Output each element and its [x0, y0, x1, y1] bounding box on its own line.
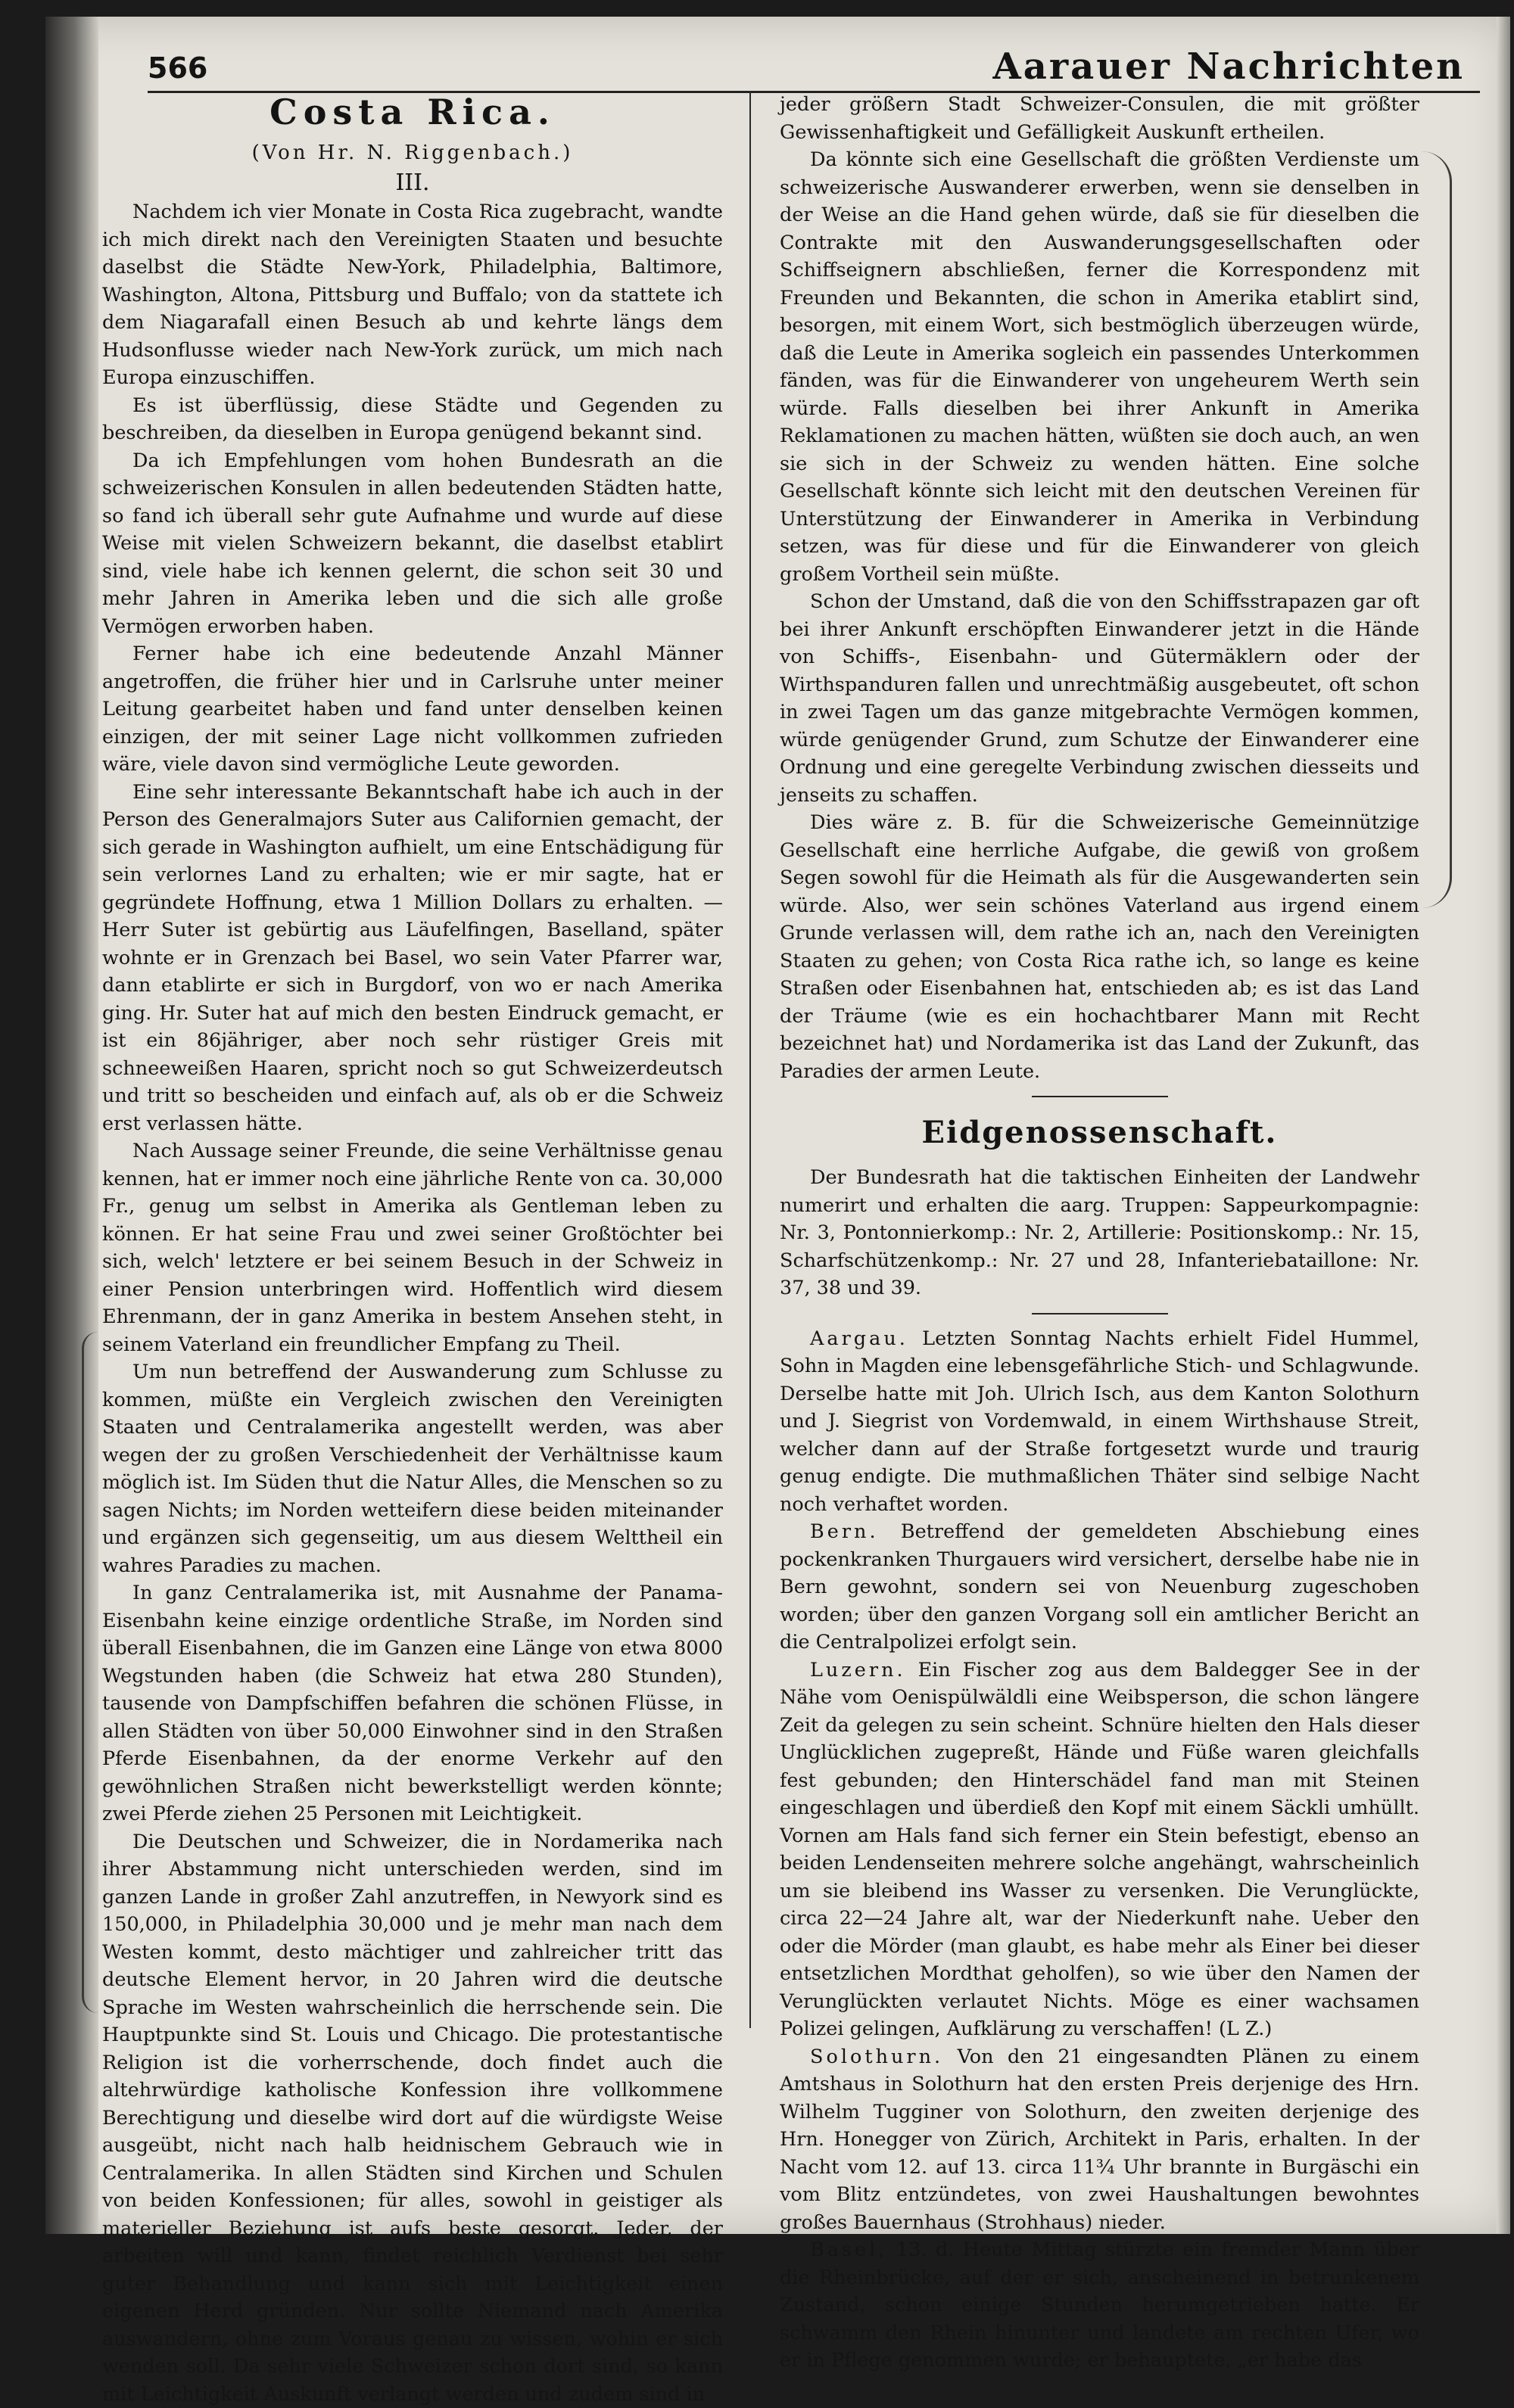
paragraph: Eine sehr interessante Bekanntschaft habe ich auch in der Person des Generalmajors Suter aus Californien gemacht, der sich gerade in Washington aufhielt, um eine Entschädigung für sein verlornes Land zu erhalten; wie er mir sagte, hat er gegründete Hoffnung, etwa 1 Million Dollars zu erhalten. — Herr Suter ist gebürtig aus Läufelfingen, Baselland, später wohnte er in Grenzach bei Basel, wo sein Vater Pfarrer war, dann etablirte er sich in Burgdorf, von wo er nach Amerika ging. Hr. Suter hat auf mich den besten Eindruck gemacht, er ist ein 86jähriger, aber noch sehr rüstiger Greis mit schneeweißen Haaren, spricht noch so gut Schweizerdeutsch und tritt so bescheiden und einfach auf, als ob er die Schweiz erst verlassen hätte.: [102, 779, 723, 1138]
paragraph: Ferner habe ich eine bedeutende Anzahl Männer angetroffen, die früher hier und in Carlsruhe unter meiner Leitung gearbeitet haben und fand unter denselben keinen einzigen, der mit seiner Lage nicht vollkommen zufrieden wäre, viele davon sind vermögliche Leute geworden.: [102, 640, 723, 779]
news-text: Letzten Sonntag Nachts erhielt Fidel Hummel, Sohn in Magden eine lebensgefährliche Stich- und Schlagwunde. Derselbe hatte mit Joh. Ulrich Isch, aus dem Kanton Solothurn und J. Siegrist von Vordemwald, in einem Wirthshause Streit, welcher dann auf der Straße fortgesetzt wurde und traurig genug endigte. Die muthmaßlichen Thäter sind selbige Nacht noch verhaftet worden.: [780, 1327, 1419, 1516]
paragraph: Es ist überflüssig, diese Städte und Gegenden zu beschreiben, da dieselben in Europa genügend bekannt sind.: [102, 392, 723, 447]
paragraph: Die Deutschen und Schweizer, die in Nordamerika nach ihrer Abstammung nicht unterschieden werden, sind im ganzen Lande in großer Zahl anzutreffen, in Newyork sind es 150,000, in Philadelphia 30,000 und je mehr man nach dem Westen kommt, desto mächtiger und zahlreicher tritt das deutsche Element hervor, in 20 Jahren wird die deutsche Sprache im Westen wahrscheinlich die herrschende sein. Die Hauptpunkte sind St. Louis und Chicago. Die protestantische Religion ist die vorherrschende, doch findet auch die altehrwürdige katholische Konfession ihre vollkommene Berechtigung und dieselbe wird dort auf die würdigste Weise ausgeübt, nicht nach halb heidnischem Gebrauch wie in Centralamerika. In allen Städten sind Kirchen und Schulen von beiden Konfessionen; für alles, sowohl in geistiger als materieller Beziehung ist aufs beste gesorgt. Jeder, der arbeiten will und kann, findet reichlich Verdienst bei sehr guter Behandlung und kann sich mit Leichtigkeit einen eigenen Herd gründen. Nur sollte Niemand nach Amerika auswandern, ohne zum Voraus genau zu wissen, wohin er sich wenden soll. Da sehr viele Schweizer schon dort sind, so kann mit Leichtigkeit Auskunft verlangt werden und zudem sind in: [102, 1828, 723, 2408]
news-text: Betreffend der gemeldeten Abschiebung eines pockenkranken Thurgauers wird versichert, derselbe habe nie in Bern gewohnt, sondern sei von Neuenburg zugeschoben worden; über den ganzen Vorgang soll ein amtlicher Bericht an die Centralpolizei erfolgt sein.: [780, 1520, 1419, 1654]
news-text: Von den 21 eingesandten Plänen zu einem Amtshaus in Solothurn hat den ersten Preis derjenige des Hrn. Wilhelm Tugginer von Solothurn, den zweiten derjenige des Hrn. Honegger von Zürich, Architekt in Paris, erhalten. In der Nacht vom 12. auf 13. circa 11¾ Uhr brannte in Burgäschi ein vom Blitz entzündetes, von zwei Haushaltungen bewohntes großes Bauernhaus (Strohhaus) nieder.: [780, 2046, 1419, 2234]
column-rule: [749, 91, 751, 2028]
article-part-number: III.: [102, 168, 723, 198]
page-number: 566: [148, 51, 207, 85]
canton-news-item: [780, 1518, 1419, 1657]
section-divider: [1032, 1096, 1168, 1097]
paragraph: Dies wäre z. B. für die Schweizerische Gemeinnützige Gesellschaft eine herrliche Aufgabe, die gewiß von großem Segen sowohl für die Heimath als für die Ausgewanderten sein würde. Also, wer sein schönes Vaterland aus irgend einem Grunde verlassen will, dem rathe ich an, nach den Vereinigten Staaten zu gehen; von Costa Rica rathe ich, so lange es keine Straßen oder Eisenbahnen hat, entschieden ab; es ist das Land der Träume (wie es ein hochachtbarer Mann mit Recht bezeichnet hat) und Nordamerika ist das Land der Zukunft, das Paradies der armen Leute.: [780, 809, 1419, 1085]
canton-name: Aargau.: [810, 1327, 908, 1350]
canton-news-item: [780, 2043, 1419, 2237]
canton-name: Bern.: [810, 1520, 879, 1543]
paragraph: Da könnte sich eine Gesellschaft die größten Verdienste um schweizerische Auswanderer erwerben, wenn sie denselben in der Weise an die Hand gehen würde, daß sie für dieselben die Contrakte mit den Auswanderungsgesellschaften oder Schiffseignern abschließen, ferner die Korrespondenz mit Freunden und Bekannten, die schon in Amerika etablirt sind, besorgen, mit einem Wort, sich bestmöglich überzeugen würde, daß die Leute in Amerika sogleich ein passendes Unterkommen fänden, was für die Einwanderer von ungeheurem Werth sein würde. Falls dieselben bei ihrer Ankunft in Amerika Reklamationen zu machen hätten, wüßten sie doch auch, an wen sie sich in der Schweiz zu wenden hätten. Eine solche Gesellschaft könnte sich leicht mit den deutschen Vereinen für Unterstützung der Einwanderer in Amerika in Verbindung setzen, was für diese und für die Einwanderer von gleich großem Vortheil sein müßte.: [780, 146, 1419, 588]
paragraph: Der Bundesrath hat die taktischen Einheiten der Landwehr numerirt und erhalten die aarg. Truppen: Sappeurkompagnie: Nr. 3, Pontonnierkomp.: Nr. 2, Artillerie: Positionskomp.: Nr. 15, Scharfschützenkomp.: Nr. 27 und 28, Infanteriebataillone: Nr. 37, 38 und 39.: [780, 1164, 1419, 1302]
book-binding-gutter: [45, 17, 98, 2234]
canton-news-item: [780, 1325, 1419, 1519]
news-text: Ein Fischer zog aus dem Baldegger See in der Nähe vom Oenispülwäldli eine Weibsperson, die schon längere Zeit da gelegen zu sein scheint. Schnüre hielten den Hals dieser Unglücklichen zugepreßt, Hände und Füße waren gleichfalls fest gebunden; den Hinterschädel fand man mit Steinen eingeschlagen und überdieß den Kopf mit einem Säckli umhüllt. Vornen am Hals fand sich ferner ein Stein befestigt, ebenso an beiden Lendenseiten mehrere solche angehängt, wahrscheinlich um sie bleibend ins Wasser zu versenken. Die Verunglückte, circa 22—24 Jahre alt, war der Niederkunft nahe. Ueber den oder die Mörder (man glaubt, es habe mehr als Einer bei dieser entsetzlichen Mordthat geholfen), so wie über den Namen der Verunglückten verlautet Nichts. Möge es einer wachsamen Polizei gelingen, Aufklärung zu verschaffen! (L Z.): [780, 1659, 1419, 2041]
paragraph: Um nun betreffend der Auswanderung zum Schlusse zu kommen, müßte ein Vergleich zwischen den Vereinigten Staaten und Centralamerika angestellt werden, was aber wegen der zu großen Verschiedenheit der Verhältnisse kaum möglich ist. Im Süden thut die Natur Alles, die Menschen so zu sagen Nichts; im Norden wetteifern diese beiden miteinander und ergänzen sich gegenseitig, um aus diesem Welttheil ein wahres Paradies zu machen.: [102, 1358, 723, 1579]
paragraph: Nachdem ich vier Monate in Costa Rica zugebracht, wandte ich mich direkt nach den Vereinigten Staaten und besuchte daselbst die Städte New-York, Philadelphia, Baltimore, Washington, Altona, Pittsburg und Buffalo; von da stattete ich dem Niagarafall einen Besuch ab und kehrte längs dem Hudsonflusse wieder nach New-York zurück, um mich nach Europa einzuschiffen.: [102, 198, 723, 392]
paragraph: In ganz Centralamerika ist, mit Ausnahme der Panama-Eisenbahn keine einzige ordentliche Straße, im Norden sind überall Eisenbahnen, die im Ganzen eine Länge von etwa 8000 Wegstunden haben (die Schweiz hat etwa 280 Stunden), tausende von Dampfschiffen befahren die schönen Flüsse, in allen Städten von über 50,000 Einwohner sind in den Straßen Pferde Eisenbahnen, da der enorme Verkehr auf den gewöhnlichen Straßen nicht bewerkstelligt werden könnte; zwei Pferde ziehen 25 Personen mit Leichtigkeit.: [102, 1579, 723, 1828]
section-title: Eidgenossenschaft.: [780, 1114, 1419, 1152]
canton-news-item: [780, 2236, 1419, 2375]
page-edge: [1497, 17, 1510, 2234]
newspaper-title: Aarauer Nachrichten: [992, 45, 1465, 88]
article-title: Costa Rica.: [102, 91, 723, 133]
page-header: [148, 38, 1480, 93]
canton-news-item: [780, 1657, 1419, 2043]
paragraph: Schon der Umstand, daß die von den Schiffsstrapazen gar oft bei ihrer Ankunft erschöpften Einwanderer jetzt in die Hände von Schiffs-, Eisenbahn- und Gütermäklern oder der Wirthspanduren fallen und unrechtmäßig ausgebeutet, oft schon in zwei Tagen um das ganze mitgebrachte Vermögen kommen, würde genügender Grund, zum Schutze der Einwanderer eine Ordnung und eine geregelte Verbindung zwischen diesseits und jenseits zu schaffen.: [780, 588, 1419, 809]
news-text: 13. d. Heute Mittag stürzte ein fremder Mann über die Rheinbrücke, auf der er sich, anscheinend in betrunkenem Zustand, schon einige Stunden herumgetrieben hatte. Er schwamm den Rhein hinunter und landete am rechten Ufer, wo er in Pflege genommen wurde; er behauptete, „er habe das: [780, 2238, 1419, 2372]
paragraph: Nach Aussage seiner Freunde, die seine Verhältnisse genau kennen, hat er immer noch eine jährliche Rente von ca. 30,000 Fr., genug um selbst in Amerika als Gentleman leben zu können. Er hat seine Frau und zwei seiner Großtöchter bei sich, welch' letztere er bei seinem Besuch in der Schweiz in einer Pension unterbringen wird. Hoffentlich wird diesem Ehrenmann, der in ganz Amerika in bestem Ansehen steht, in seinem Vaterland ein freundlicher Empfang zu Theil.: [102, 1137, 723, 1358]
right-column: [780, 91, 1419, 2182]
section-divider: [1032, 1313, 1168, 1314]
paragraph: Da ich Empfehlungen vom hohen Bundesrath an die schweizerischen Konsulen in allen bedeutenden Städten hatte, so fand ich überall sehr gute Aufnahme und wurde auf diese Weise mit vielen Schweizern bekannt, die daselbst etablirt sind, viele habe ich kennen gelernt, die schon seit 30 und mehr Jahren in Amerika leben und die sich alle große Vermögen erworben haben.: [102, 447, 723, 641]
left-column: [102, 91, 723, 2182]
canton-name: Luzern.: [810, 1659, 906, 1682]
article-byline: (Von Hr. N. Riggenbach.): [102, 138, 723, 168]
canton-name: Basel,: [810, 2238, 887, 2261]
paragraph: jeder größern Stadt Schweizer-Consulen, die mit größter Gewissenhaftigkeit und Gefälligkeit Auskunft ertheilen.: [780, 91, 1419, 146]
canton-name: Solothurn.: [810, 2046, 943, 2068]
